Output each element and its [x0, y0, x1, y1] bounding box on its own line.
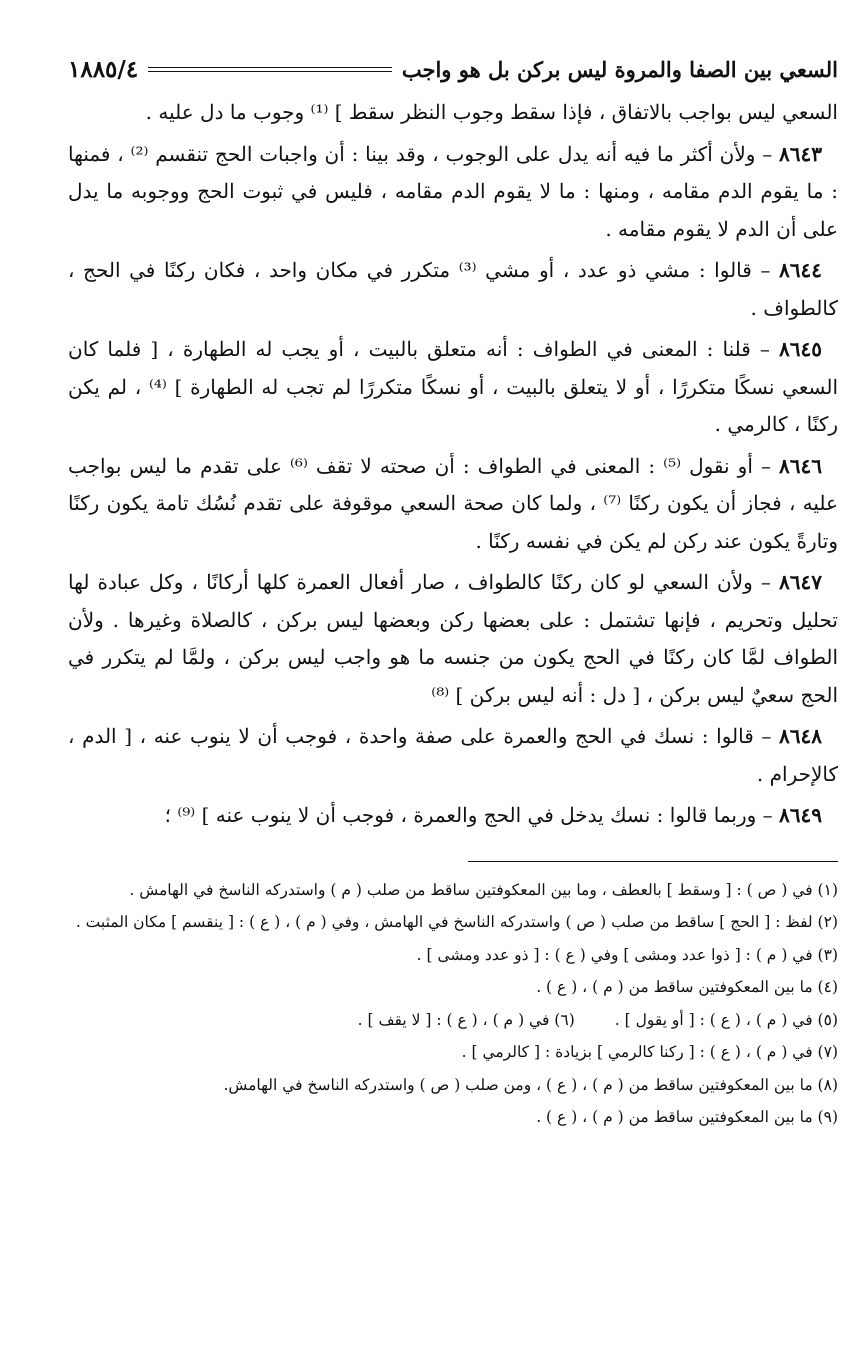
paragraph-number: ٨٦٤٩	[779, 803, 822, 827]
footnote: (٨) ما بين المعكوفتين ساقط من ( م ) ، ( ع ) ، ومن صلب ( ص ) واستدركه الناسخ في الهامش.	[223, 1075, 838, 1094]
paragraph	[68, 718, 838, 793]
paragraph-text: – قالوا : مشي ذو عدد ، أو مشي ⁽³⁾ متكرر في مكان واحد ، فكان ركنًا في الحج ، كالطواف .	[68, 258, 838, 320]
paragraph-text: – ولأن السعي لو كان ركنًا كالطواف ، صار أفعال العمرة كلها أركانًا ، وكل عبادة لها تحليل وتحريم ، فإنها تشتمل : على بعضها ركن وبعضها ليس بركن ، كالصلاة وغيرها . ولأن الطواف لمَّا كان ركنًا في الحج يكون من جنسه ما هو واجب ليس بركن ، ولمَّا لم يتكرر في الحج سعيٌ ليس بركن ، [ دل : أنه ليس بركن ] ⁽⁸⁾	[68, 570, 838, 707]
paragraph-number: ٨٦٤٦	[779, 453, 822, 478]
page-number: ١٨٨٥/٤	[68, 55, 139, 83]
paragraph	[68, 448, 838, 561]
footnote-pair	[68, 1004, 838, 1037]
paragraph-number: ٨٦٤٧	[779, 570, 822, 594]
paragraph-text: – وربما قالوا : نسك يدخل في الحج والعمرة ، فوجب أن لا ينوب عنه ] ⁽⁹⁾ ؛	[164, 803, 780, 827]
header-rule	[148, 67, 392, 72]
footnote: (٥) في ( م ) ، ( ع ) : [ أو يقول ] .	[614, 1010, 838, 1029]
footnote: (٧) في ( م ) ، ( ع ) : [ ركنا كالرمي ] بزيادة : [ كالرمي ] .	[461, 1043, 838, 1061]
main-text	[68, 94, 838, 835]
footnote: (٦) في ( م ) ، ( ع ) : [ لا يقف ] .	[357, 1010, 575, 1029]
footnote: (٤) ما بين المعكوفتين ساقط من ( م ) ، ( ع ) .	[536, 978, 838, 996]
paragraph	[68, 94, 838, 132]
footnote: (٢) لفظ : [ الحج ] ساقط من صلب ( ص ) واستدركه الناسخ في الهامش ، وفي ( م ) ، ( ع ) : [ ينقسم ] مكان المثبت .	[75, 913, 838, 931]
page-header	[68, 44, 838, 94]
paragraph	[68, 797, 838, 835]
paragraph-text: – قلنا : المعنى في الطواف : أنه متعلق بالبيت ، أو يجب له الطهارة ، [ فلما كان السعي نسكًا متكررًا ، أو لا يتعلق بالبيت ، أو نسكًا متكررًا لم تجب له الطهارة ] ⁽⁴⁾ ، لم يكن ركنًا ، كالرمي .	[68, 337, 838, 436]
paragraph-number: ٨٦٤٨	[779, 724, 822, 748]
footnote: (٩) ما بين المعكوفتين ساقط من ( م ) ، ( ع ) .	[536, 1108, 838, 1126]
paragraph-number: ٨٦٤٣	[779, 141, 822, 166]
paragraph	[68, 136, 838, 249]
paragraph	[68, 252, 838, 327]
footnote: (٣) في ( م ) : [ ذوا عدد ومشى ] وفي ( ع ) : [ ذو عدد ومشى ] .	[416, 945, 838, 964]
paragraph	[68, 564, 838, 714]
paragraph	[68, 331, 838, 444]
paragraph-number: ٨٦٤٤	[779, 258, 822, 282]
running-title: السعي بين الصفا والمروة ليس بركن بل هو واجب	[401, 56, 838, 82]
book-page	[68, 44, 838, 1324]
footnote-separator	[468, 861, 838, 862]
footnote: (١) في ( ص ) : [ وسقط ] بالعطف ، وما بين المعكوفتين ساقط من صلب ( م ) واستدركه الناسخ في الهامش .	[129, 880, 838, 899]
paragraph-text: السعي ليس بواجب بالاتفاق ، فإذا سقط وجوب النظر سقط ] ⁽¹⁾ وجوب ما دل عليه .	[145, 100, 838, 124]
paragraph-text: – أو نقول ⁽⁵⁾ : المعنى في الطواف : أن صحته لا تقف ⁽⁶⁾ على تقدم ما ليس بواجب عليه ، فجاز أن يكون ركنًا ⁽⁷⁾ ، ولما كان صحة السعي موقوفة على تقدم نُسُك تامة يكون ركنًا وتارةً يكون عند ركن لم يكن في نفسه ركنًا .	[68, 453, 838, 553]
paragraph-text: – قالوا : نسك في الحج والعمرة على صفة واحدة ، فوجب أن لا ينوب عنه ، [ الدم ، كالإحرام .	[68, 724, 838, 786]
paragraph-number: ٨٦٤٥	[779, 337, 822, 361]
paragraph-text: – ولأن أكثر ما فيه أنه يدل على الوجوب ، وقد بينا : أن واجبات الحج تنقسم ⁽²⁾ ، فمنها : ما يقوم الدم مقامه ، ومنها : ما لا يقوم الدم مقامه ، فليس في ثبوت الحج ووجوبه ما يدل على أن الدم لا يقوم مقامه .	[68, 141, 838, 241]
footnotes	[68, 874, 838, 1134]
